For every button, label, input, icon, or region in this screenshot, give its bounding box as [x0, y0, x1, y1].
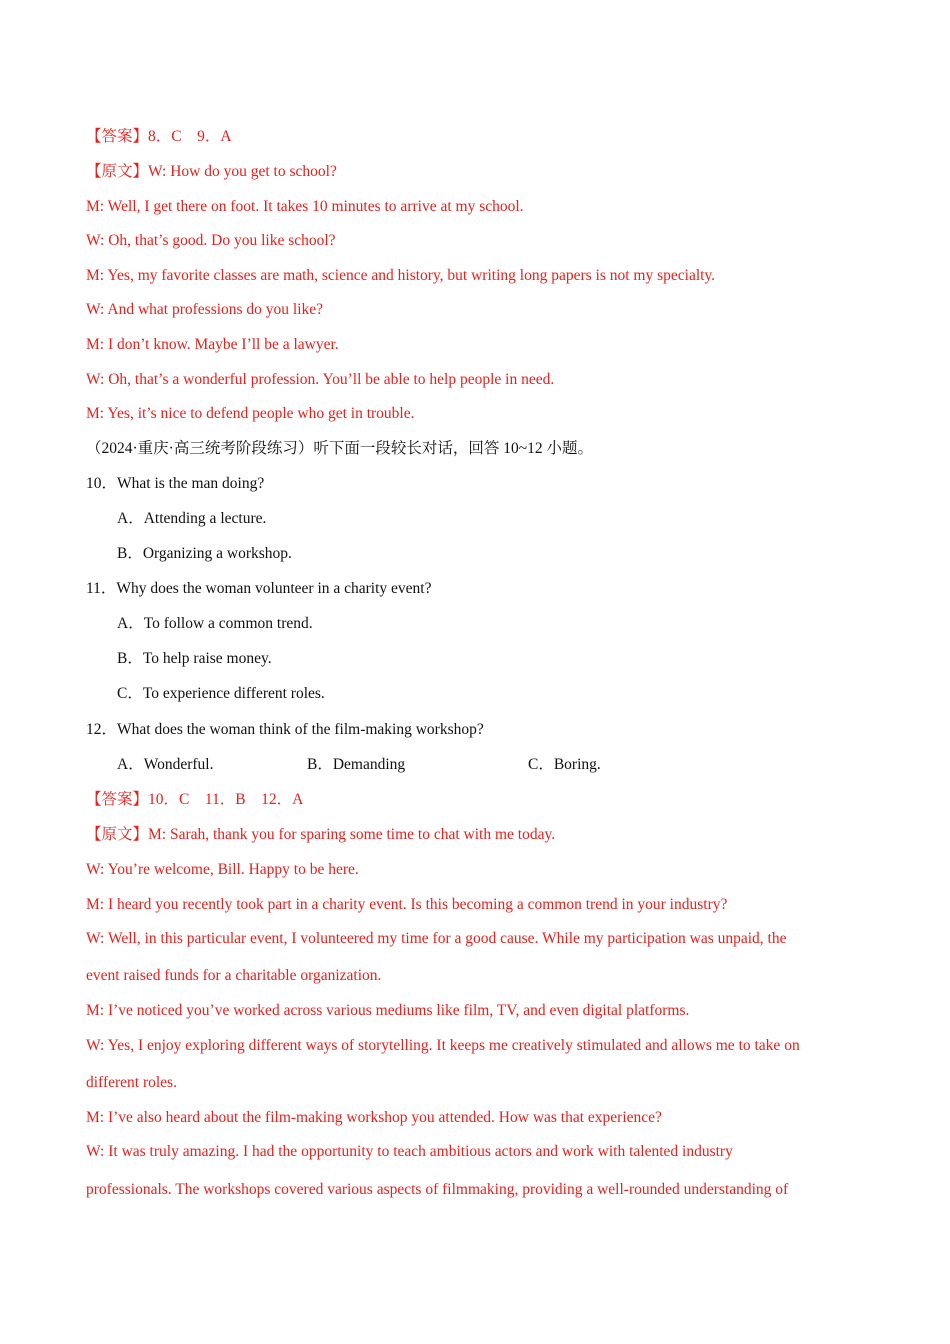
transcript-line: M: Well, I get there on foot. It takes 10 minutes to arrive at my school. — [86, 198, 524, 215]
transcript-line: W: It was truly amazing. I had the opportunity to teach ambitious actors and work with talented industry — [86, 1143, 733, 1160]
question-10-option-b: B．Organizing a workshop. — [117, 545, 292, 562]
transcript-line: W: And what professions do you like? — [86, 301, 324, 318]
transcript-line: W: Yes, I enjoy exploring different ways of storytelling. It keeps me creatively stimulated and allows me to take on — [86, 1037, 800, 1054]
transcript-line: M: I’ve also heard about the film-making workshop you attended. How was that experience? — [86, 1109, 662, 1126]
transcript-line: professionals. The workshops covered various aspects of filmmaking, providing a well-rounded understanding of — [86, 1181, 789, 1198]
transcript-line: M: I heard you recently took part in a charity event. Is this becoming a common trend in your industry? — [86, 896, 728, 913]
question-12-option-b: B．Demanding — [307, 756, 406, 773]
question-12-option-a: A．Wonderful. — [117, 756, 214, 773]
transcript-line: 【原文】W: How do you get to school? — [86, 163, 337, 180]
transcript-line: W: You’re welcome, Bill. Happy to be here. — [86, 861, 359, 878]
transcript-line: M: Yes, it’s nice to defend people who get in trouble. — [86, 405, 415, 422]
answer-key-8-9: 【答案】8．C 9．A — [86, 128, 232, 145]
section-intro: （2024·重庆·高三统考阶段练习）听下面一段较长对话，回答 10~12 小题。 — [86, 440, 593, 457]
transcript-line: W: Oh, that’s good. Do you like school? — [86, 232, 336, 249]
question-10-stem: 10．What is the man doing? — [86, 475, 265, 492]
transcript-line: 【原文】M: Sarah, thank you for sparing some time to chat with me today. — [86, 826, 556, 843]
question-12-stem: 12．What does the woman think of the film-making workshop? — [86, 721, 484, 738]
question-12-option-c: C．Boring. — [528, 756, 601, 773]
answer-key-10-12: 【答案】10．C 11．B 12．A — [86, 791, 304, 808]
transcript-line: W: Oh, that’s a wonderful profession. You’ll be able to help people in need. — [86, 371, 555, 388]
question-10-option-a: A．Attending a lecture. — [117, 510, 267, 527]
question-11-option-c: C．To experience different roles. — [117, 685, 325, 702]
transcript-line: W: Well, in this particular event, I volunteered my time for a good cause. While my participation was unpaid, the — [86, 930, 787, 947]
transcript-line: event raised funds for a charitable organization. — [86, 967, 382, 984]
transcript-line: M: I don’t know. Maybe I’ll be a lawyer. — [86, 336, 339, 353]
question-11-option-a: A．To follow a common trend. — [117, 615, 313, 632]
question-11-stem: 11．Why does the woman volunteer in a charity event? — [86, 580, 432, 597]
transcript-line: M: Yes, my favorite classes are math, science and history, but writing long papers is not my specialty. — [86, 267, 716, 284]
transcript-line: different roles. — [86, 1074, 177, 1091]
transcript-line: M: I’ve noticed you’ve worked across various mediums like film, TV, and even digital platforms. — [86, 1002, 690, 1019]
question-11-option-b: B．To help raise money. — [117, 650, 272, 667]
